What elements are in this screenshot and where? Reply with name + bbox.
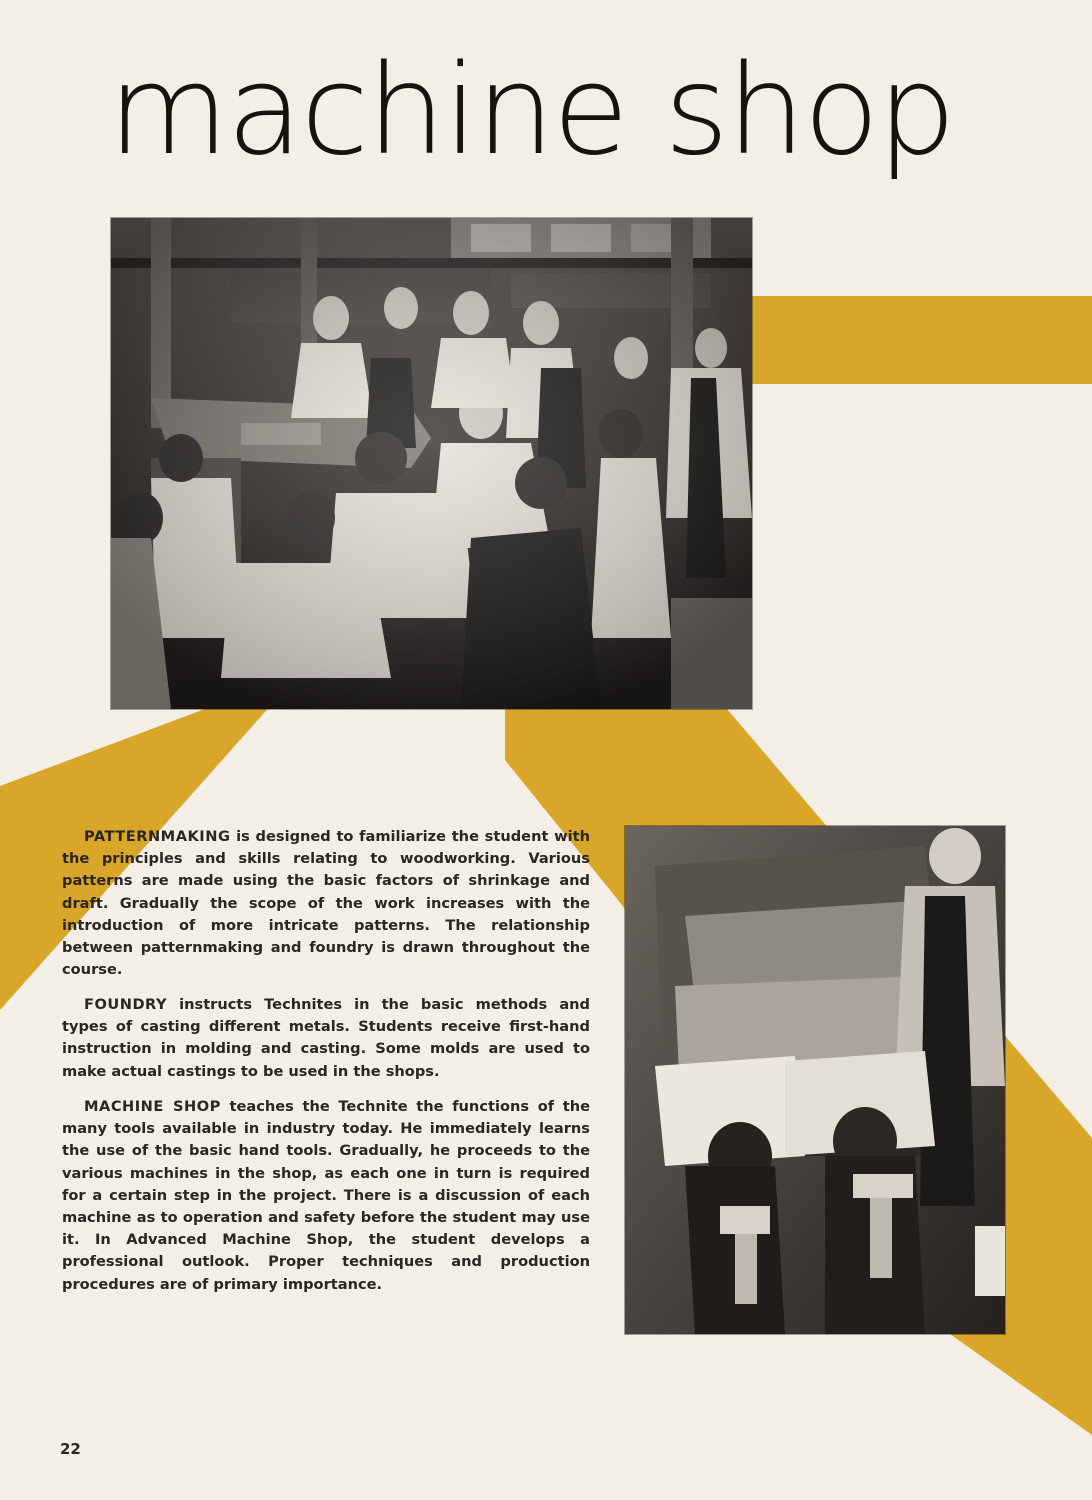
patternmaking-text: is designed to familiarize the student with the principles and skills relating to woodworking. Various patterns are made using the basic factors of shrinkage and draft. Gradually the scope of the work increases with the introduction of more intricate patterns. The relationship between patternmaking and foundry is drawn throughout the course. bbox=[62, 828, 590, 979]
foundry-paragraph bbox=[62, 994, 590, 1083]
machine-shop-text: teaches the Technite the functions of the many tools available in industry today. He immediately learns the use of the basic hand tools. Gradually, he proceeds to the various machines in the shop, as each one in turn is required for a certain step in the project. There is a discussion of each machine as to operation and safety before the student may use it. In Advanced Machine Shop, the student develops a professional outlook. Proper techniques and production procedures are of primary importance. bbox=[62, 1098, 590, 1293]
bench-work-photo bbox=[625, 826, 1005, 1334]
foundry-heading: FOUNDRY bbox=[84, 996, 168, 1013]
patternmaking-paragraph bbox=[62, 826, 590, 981]
patternmaking-heading: PATTERNMAKING bbox=[84, 828, 231, 845]
page-title: machine shop bbox=[108, 39, 955, 183]
foundry-text: instructs Technites in the basic methods and types of casting different metals. Students receive first-hand instruction in molding and casting. Some molds are used to make actual castings to be used in the shops. bbox=[62, 996, 590, 1080]
page-number: 22 bbox=[60, 1440, 81, 1458]
machine-shop-paragraph bbox=[62, 1096, 590, 1296]
accent-band-right-top bbox=[752, 296, 1092, 384]
machine-shop-photo bbox=[111, 218, 752, 709]
machine-shop-heading: MACHINE SHOP bbox=[84, 1098, 221, 1115]
